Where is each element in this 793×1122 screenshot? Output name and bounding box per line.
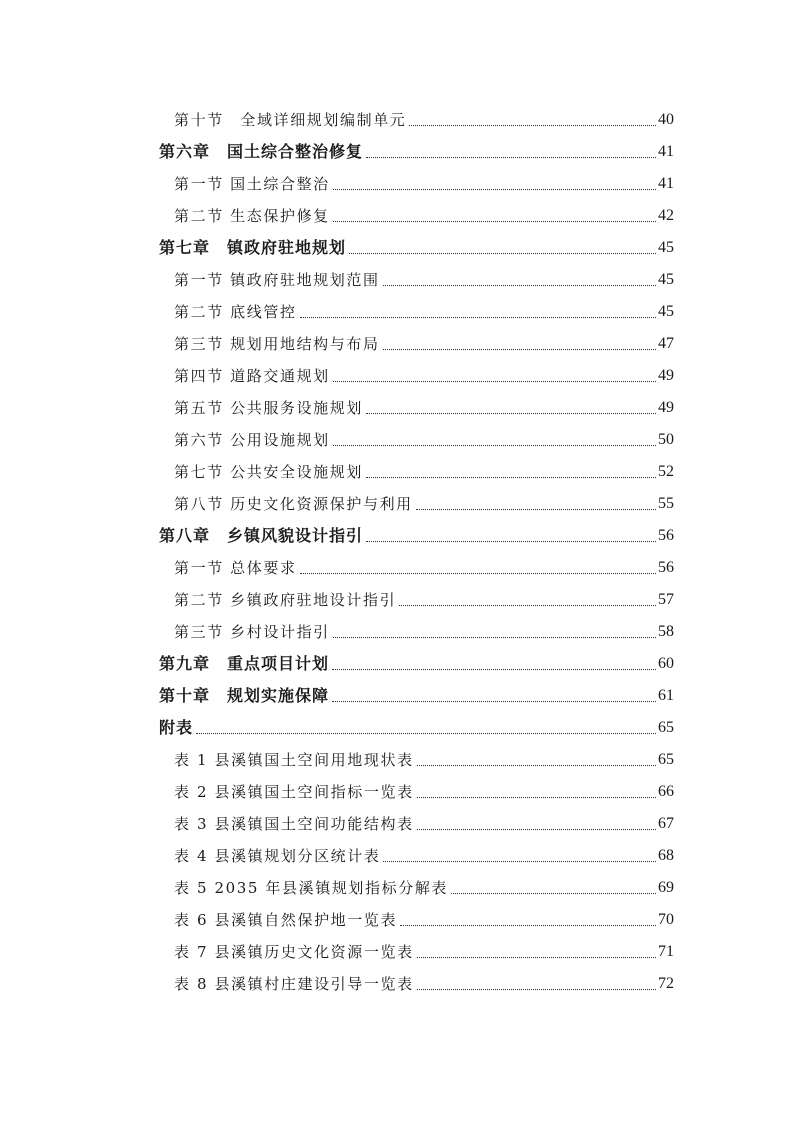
toc-dot-leader xyxy=(300,572,656,574)
toc-dot-leader xyxy=(417,988,656,990)
toc-page-number: 41 xyxy=(658,175,674,192)
toc-page-number: 67 xyxy=(658,815,674,832)
toc-page-number: 65 xyxy=(658,751,674,768)
toc-dot-leader xyxy=(366,540,656,542)
toc-section-entry[interactable] xyxy=(0,741,793,773)
toc-dot-leader xyxy=(451,892,656,894)
toc-dot-leader xyxy=(417,796,656,798)
toc-entry-title: 表 2 县溪镇国土空间指标一览表 xyxy=(174,783,414,801)
toc-entry-title: 表 5 2035 年县溪镇规划指标分解表 xyxy=(174,879,449,897)
toc-section-entry[interactable] xyxy=(0,165,793,197)
toc-dot-leader xyxy=(333,380,656,382)
toc-entry-title: 第六节 公用设施规划 xyxy=(174,431,330,449)
toc-dot-leader xyxy=(383,348,656,350)
toc-chapter-entry[interactable] xyxy=(0,229,793,261)
toc-dot-leader xyxy=(417,828,656,830)
toc-page-number: 45 xyxy=(658,239,674,256)
toc-section-entry[interactable] xyxy=(0,325,793,357)
toc-section-entry[interactable] xyxy=(0,485,793,517)
toc-section-entry[interactable] xyxy=(0,101,793,133)
toc-entry-title: 第二节 生态保护修复 xyxy=(174,207,330,225)
toc-section-entry[interactable] xyxy=(0,581,793,613)
toc-dot-leader xyxy=(332,700,656,702)
toc-page-number: 71 xyxy=(658,943,674,960)
toc-page-number: 70 xyxy=(658,911,674,928)
toc-section-entry[interactable] xyxy=(0,197,793,229)
toc-entry-title: 表 4 县溪镇规划分区统计表 xyxy=(174,847,381,865)
toc-page-number: 55 xyxy=(658,495,674,512)
toc-entry-title: 表 8 县溪镇村庄建设引导一览表 xyxy=(174,975,414,993)
table-of-contents xyxy=(0,101,793,997)
toc-dot-leader xyxy=(409,124,656,126)
toc-chapter-entry[interactable] xyxy=(0,677,793,709)
toc-entry-title: 第三节 乡村设计指引 xyxy=(174,623,330,641)
toc-section-entry[interactable] xyxy=(0,805,793,837)
toc-section-entry[interactable] xyxy=(0,389,793,421)
toc-page-number: 72 xyxy=(658,975,674,992)
toc-page-number: 56 xyxy=(658,527,674,544)
toc-dot-leader xyxy=(196,732,656,734)
toc-dot-leader xyxy=(333,188,656,190)
toc-dot-leader xyxy=(300,316,656,318)
toc-dot-leader xyxy=(366,476,656,478)
toc-dot-leader xyxy=(366,156,656,158)
toc-dot-leader xyxy=(366,412,656,414)
toc-page-number: 66 xyxy=(658,783,674,800)
toc-page-number: 61 xyxy=(658,687,674,704)
toc-dot-leader xyxy=(333,636,656,638)
toc-section-entry[interactable] xyxy=(0,901,793,933)
toc-entry-title: 第二节 底线管控 xyxy=(174,303,297,321)
toc-page-number: 40 xyxy=(658,111,674,128)
toc-section-entry[interactable] xyxy=(0,261,793,293)
toc-dot-leader xyxy=(399,604,656,606)
toc-section-entry[interactable] xyxy=(0,965,793,997)
toc-page-number: 47 xyxy=(658,335,674,352)
toc-entry-title: 第三节 规划用地结构与布局 xyxy=(174,335,380,353)
toc-page-number: 65 xyxy=(658,719,674,736)
toc-entry-title: 表 6 县溪镇自然保护地一览表 xyxy=(174,911,398,929)
toc-entry-title: 表 1 县溪镇国土空间用地现状表 xyxy=(174,751,414,769)
toc-entry-title: 第十章 规划实施保障 xyxy=(159,686,330,705)
toc-section-entry[interactable] xyxy=(0,453,793,485)
toc-chapter-entry[interactable] xyxy=(0,517,793,549)
toc-dot-leader xyxy=(417,764,656,766)
toc-dot-leader xyxy=(333,220,656,222)
toc-page-number: 58 xyxy=(658,623,674,640)
toc-dot-leader xyxy=(416,508,656,510)
toc-section-entry[interactable] xyxy=(0,293,793,325)
toc-section-entry[interactable] xyxy=(0,933,793,965)
toc-page-number: 50 xyxy=(658,431,674,448)
toc-page-number: 60 xyxy=(658,655,674,672)
toc-entry-title: 附表 xyxy=(159,718,194,737)
toc-entry-title: 第一节 镇政府驻地规划范围 xyxy=(174,271,380,289)
toc-dot-leader xyxy=(383,860,656,862)
toc-dot-leader xyxy=(333,444,656,446)
toc-dot-leader xyxy=(400,924,656,926)
toc-chapter-entry[interactable] xyxy=(0,709,793,741)
toc-dot-leader xyxy=(417,956,656,958)
toc-section-entry[interactable] xyxy=(0,421,793,453)
toc-chapter-entry[interactable] xyxy=(0,133,793,165)
toc-chapter-entry[interactable] xyxy=(0,645,793,677)
toc-entry-title: 第五节 公共服务设施规划 xyxy=(174,399,363,417)
toc-page-number: 41 xyxy=(658,143,674,160)
toc-page-number: 49 xyxy=(658,367,674,384)
toc-entry-title: 第八章 乡镇风貌设计指引 xyxy=(159,526,364,545)
toc-page-number: 49 xyxy=(658,399,674,416)
toc-page-number: 57 xyxy=(658,591,674,608)
toc-dot-leader xyxy=(383,284,656,286)
toc-section-entry[interactable] xyxy=(0,613,793,645)
toc-page-number: 56 xyxy=(658,559,674,576)
toc-page-number: 69 xyxy=(658,879,674,896)
toc-page-number: 45 xyxy=(658,303,674,320)
toc-section-entry[interactable] xyxy=(0,549,793,581)
toc-entry-title: 第八节 历史文化资源保护与利用 xyxy=(174,495,413,513)
toc-section-entry[interactable] xyxy=(0,837,793,869)
toc-section-entry[interactable] xyxy=(0,869,793,901)
toc-entry-title: 第六章 国土综合整治修复 xyxy=(159,142,364,161)
toc-entry-title: 第七节 公共安全设施规划 xyxy=(174,463,363,481)
toc-entry-title: 表 7 县溪镇历史文化资源一览表 xyxy=(174,943,414,961)
toc-entry-title: 第四节 道路交通规划 xyxy=(174,367,330,385)
toc-entry-title: 表 3 县溪镇国土空间功能结构表 xyxy=(174,815,414,833)
toc-dot-leader xyxy=(349,252,656,254)
toc-page-number: 68 xyxy=(658,847,674,864)
toc-page-number: 45 xyxy=(658,271,674,288)
toc-entry-title: 第一节 总体要求 xyxy=(174,559,297,577)
toc-page-number: 52 xyxy=(658,463,674,480)
toc-entry-title: 第二节 乡镇政府驻地设计指引 xyxy=(174,591,397,609)
toc-section-entry[interactable] xyxy=(0,773,793,805)
toc-dot-leader xyxy=(332,668,656,670)
toc-section-entry[interactable] xyxy=(0,357,793,389)
toc-page-number: 42 xyxy=(658,207,674,224)
toc-entry-title: 第七章 镇政府驻地规划 xyxy=(159,238,347,257)
toc-entry-title: 第十节 全域详细规划编制单元 xyxy=(174,111,407,129)
toc-entry-title: 第九章 重点项目计划 xyxy=(159,654,330,673)
toc-entry-title: 第一节 国土综合整治 xyxy=(174,175,330,193)
